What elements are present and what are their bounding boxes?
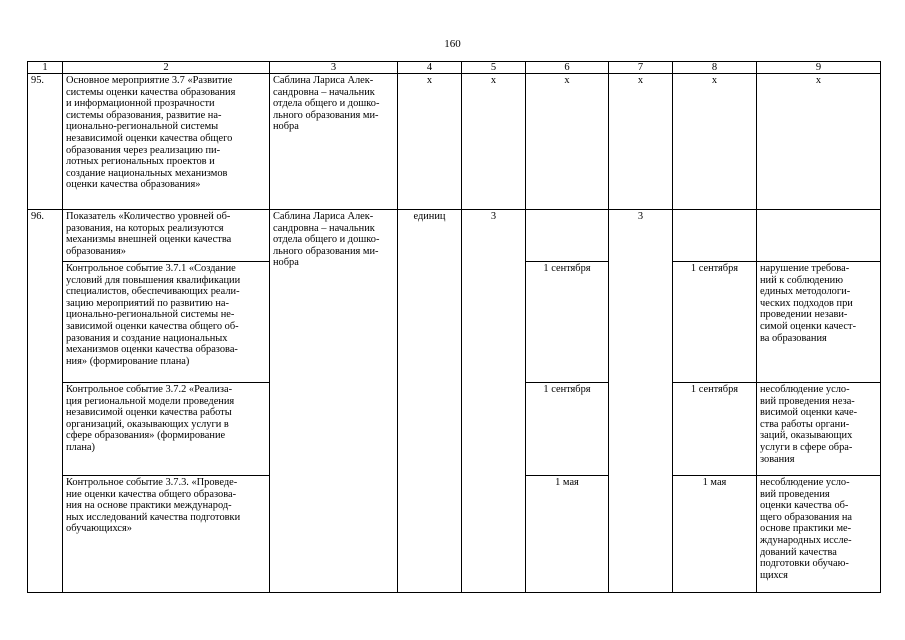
event-date-col6: 1 мая bbox=[526, 476, 609, 593]
table-row-96 bbox=[28, 210, 881, 262]
column-header: 4 bbox=[398, 62, 462, 74]
risk-description: несоблюдение усло- вий проведения оценки качества об- щего образования на основе практики ме- ждународных иссле- дований качества подготовки обучаю- щихся bbox=[757, 476, 881, 593]
cell-col4: х bbox=[398, 74, 462, 210]
event-date-col8: 1 сентября bbox=[673, 262, 757, 383]
column-header: 7 bbox=[609, 62, 673, 74]
cell-col7: х bbox=[609, 74, 673, 210]
page-number: 160 bbox=[444, 38, 461, 50]
table-row-95 bbox=[28, 74, 881, 210]
column-header: 8 bbox=[673, 62, 757, 74]
cell-col9: х bbox=[757, 74, 881, 210]
cell-col6 bbox=[526, 210, 609, 262]
cell-col9 bbox=[757, 210, 881, 262]
cell-col8: х bbox=[673, 74, 757, 210]
responsible-person: Саблина Лариса Алек- сандровна – начальник отдела общего и дошко- льного образования ми- нобра bbox=[270, 74, 398, 210]
row-number: 96. bbox=[28, 210, 63, 593]
control-event-title: Контрольное событие 3.7.1 «Создание условий для повышения квалификации специалистов, обеспечивающих реали- зацию мероприятий по развитию на- ционально-региональной системы не- зависимой оценки качества общего об- разования и создание национальных механизмов оценки качества образова- ния» (формирование плана) bbox=[63, 262, 270, 383]
column-header: 5 bbox=[462, 62, 526, 74]
row-number: 95. bbox=[28, 74, 63, 210]
control-event-title: Контрольное событие 3.7.3. «Проведе- ние оценки качества общего образова- ния на основе практики международ- ных исследований качества подготовки обучающихся» bbox=[63, 476, 270, 593]
risk-description: несоблюдение усло- вий проведения неза- висимой оценки каче- ства работы органи- заций, оказывающих услуги в сфере обра- зования bbox=[757, 383, 881, 476]
risk-description: нарушение требова- ний к соблюдению единых методологи- ческих подходов при проведении незави- симой оценки качест- ва образования bbox=[757, 262, 881, 383]
responsible-person: Саблина Лариса Алек- сандровна – начальник отдела общего и дошко- льного образования ми- нобра bbox=[270, 210, 398, 593]
column-header: 9 bbox=[757, 62, 881, 74]
cell-col7: 3 bbox=[609, 210, 673, 593]
cell-col6: х bbox=[526, 74, 609, 210]
main-activity-title: Основное мероприятие 3.7 «Развитие системы оценки качества образования и информационной прозрачности системы образования, развитие на- ционально-региональной системы независимой оценки качества общего образования через реализацию пи- лотных региональных проектов и создание национальных механизмов оценки качества образования» bbox=[63, 74, 270, 210]
event-date-col6: 1 сентября bbox=[526, 262, 609, 383]
control-event-title: Контрольное событие 3.7.2 «Реализа- ция региональной модели проведения независимой оценки качества работы организаций, оказывающих услуги в сфере образования» (формирование плана) bbox=[63, 383, 270, 476]
column-header-row bbox=[28, 62, 881, 74]
cell-col5: 3 bbox=[462, 210, 526, 593]
event-date-col6: 1 сентября bbox=[526, 383, 609, 476]
cell-col8 bbox=[673, 210, 757, 262]
unit-cell: единиц bbox=[398, 210, 462, 593]
column-header: 2 bbox=[63, 62, 270, 74]
column-header: 1 bbox=[28, 62, 63, 74]
program-table bbox=[27, 61, 881, 593]
event-date-col8: 1 мая bbox=[673, 476, 757, 593]
cell-col5: х bbox=[462, 74, 526, 210]
indicator-title: Показатель «Количество уровней об- разования, на которых реализуются механизмы внешней оценки качества образования» bbox=[63, 210, 270, 262]
column-header: 6 bbox=[526, 62, 609, 74]
event-date-col8: 1 сентября bbox=[673, 383, 757, 476]
column-header: 3 bbox=[270, 62, 398, 74]
